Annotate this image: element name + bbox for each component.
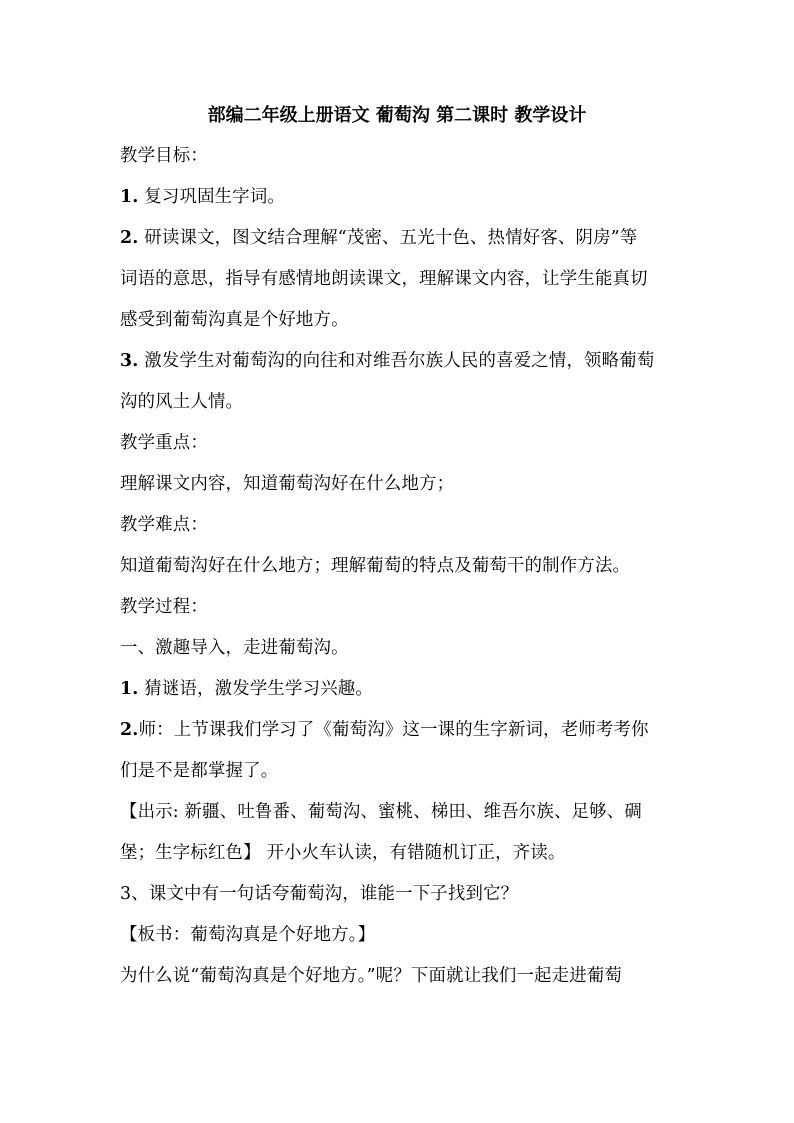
objective-2-number: 2. [120, 228, 139, 248]
objective-2-line-2: 词语的意思，指导有感情地朗读课文，理解课文内容，让学生能真切 [120, 269, 648, 289]
step-2-display-line-1: 【出示: 新疆、吐鲁番、葡萄沟、蜜桃、梯田、维吾尔族、足够、碉 [120, 802, 642, 822]
closing-line: 为什么说“葡萄沟真是个好地方。”呢？下面就让我们一起走进葡萄 [120, 966, 623, 986]
objective-3-text-1: 激发学生对葡萄沟的向往和对维吾尔族人民的喜爱之情，领略葡萄 [138, 351, 655, 371]
objective-1-text: 复习巩固生字词。 [138, 187, 286, 207]
objective-2-line-3: 感受到葡萄沟真是个好地方。 [120, 310, 349, 330]
difficulty-text: 知道葡萄沟好在什么地方；理解葡萄的特点及葡萄干的制作方法。 [120, 556, 631, 576]
step-2-text-1: 师：上节课我们学习了《葡萄沟》这一课的生字新词，老师考考你 [138, 720, 649, 740]
objectives-heading: 教学目标： [120, 146, 208, 166]
step-2-number: 2. [120, 720, 139, 740]
difficulty-heading: 教学难点： [120, 515, 208, 535]
objective-2-line-1 [120, 218, 674, 259]
objective-1-number: 1. [120, 187, 139, 207]
objective-2-text-1: 研读课文，图文结合理解“茂密、五光十色、热情好客、阴房”等 [138, 228, 638, 248]
step-2-line-1 [120, 710, 674, 751]
objective-3-number: 3. [120, 351, 139, 371]
step-1 [120, 669, 674, 710]
step-2-display-line-2: 堡；生字标红色】 开小火车认读，有错随机订正，齐读。 [120, 843, 566, 863]
step-1-number: 1. [120, 679, 139, 699]
step-2-line-2: 们是不是都掌握了。 [120, 761, 279, 781]
step-1-text: 猜谜语，激发学生学习兴趣。 [138, 679, 373, 699]
key-points-heading: 教学重点： [120, 433, 208, 453]
board-writing: 【板书：葡萄沟真是个好地方。】 [120, 925, 376, 945]
objective-1 [120, 177, 674, 218]
document-title: 部编二年级上册语文 葡萄沟 第二课时 教学设计 [207, 105, 587, 126]
process-heading: 教学过程： [120, 597, 208, 617]
key-points-text: 理解课文内容，知道葡萄沟好在什么地方； [120, 474, 455, 494]
objective-3-line-1 [120, 341, 674, 382]
step-3: 3、课文中有一句话夸葡萄沟，谁能一下子找到它？ [120, 884, 519, 904]
section-1-heading: 一、激趣导入，走进葡萄沟。 [120, 638, 349, 658]
objective-3-line-2: 沟的风土人情。 [120, 392, 244, 412]
